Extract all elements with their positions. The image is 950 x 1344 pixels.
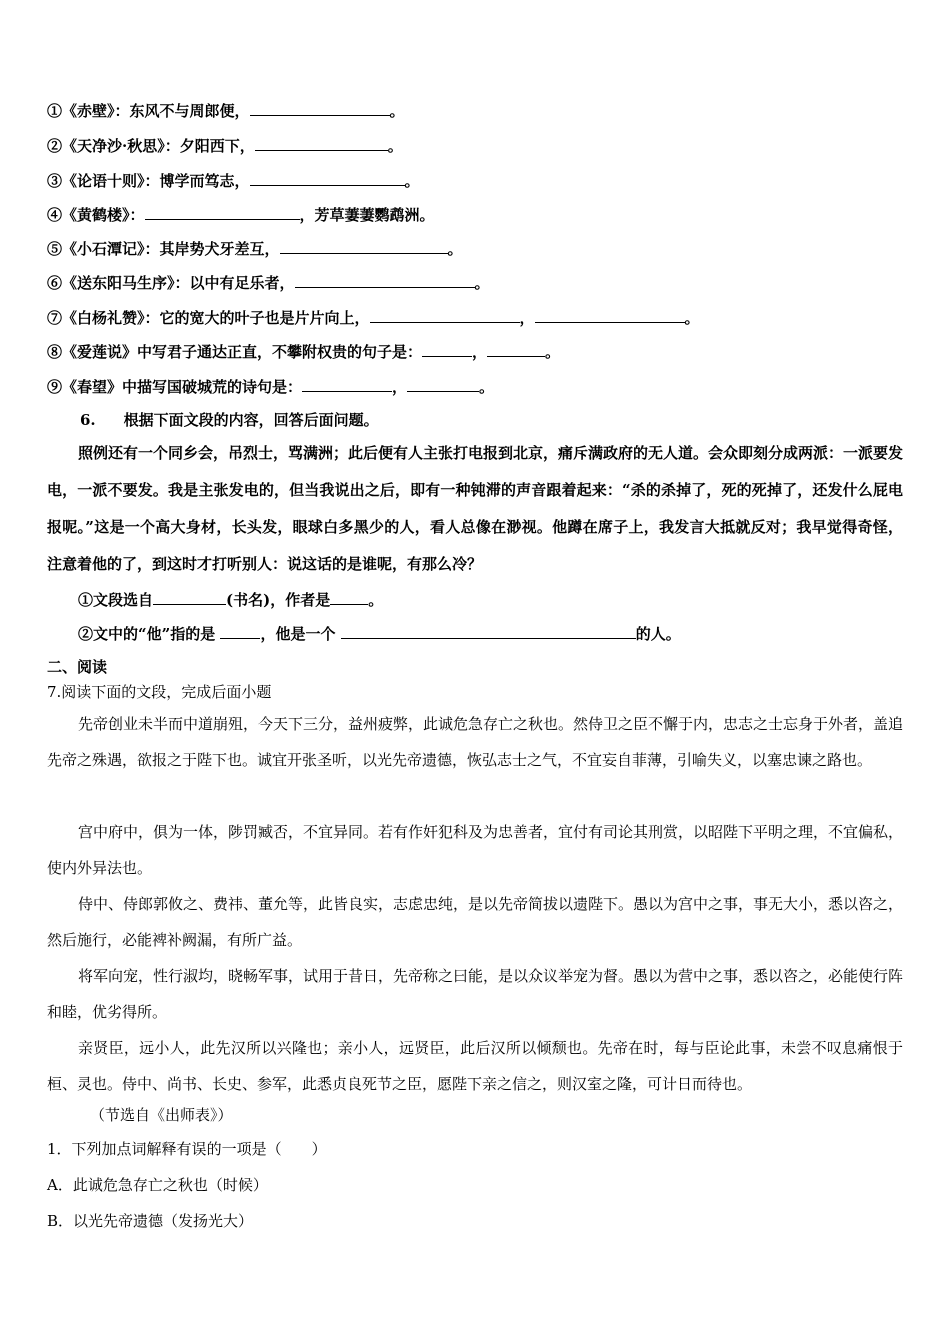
answer-blank[interactable] xyxy=(302,377,392,392)
q7-option-a[interactable]: A．此诚危急存亡之秋也（时候） xyxy=(47,1176,268,1194)
answer-blank[interactable] xyxy=(330,590,368,605)
q6-sub2-end: 的人。 xyxy=(635,625,681,643)
q5-item-3-text: ③《论语十则》：博学而笃志， xyxy=(47,172,250,190)
q7-paragraph-1: 先帝创业未半而中道崩殂，今天下三分，益州疲弊，此诚危急存亡之秋也。然侍卫之臣不懈于内，忠志之士忘身于外者，盖追先帝之殊遇，欲报之于陛下也。诚宜开张圣听，以光先帝遗德，恢弘志士之气，不宜妄自菲薄，引喻失义，以塞忠谏之路也。 xyxy=(47,715,904,769)
q5-item-7 xyxy=(47,308,700,328)
q6-sub1 xyxy=(78,590,383,610)
answer-blank[interactable] xyxy=(250,171,405,186)
q6-sub2 xyxy=(78,624,681,644)
answer-blank[interactable] xyxy=(370,308,520,323)
q5-item-2-end: 。 xyxy=(387,137,403,155)
q5-item-7-end: 。 xyxy=(684,309,700,327)
answer-blank[interactable] xyxy=(250,101,390,116)
q5-item-5-text: ⑤《小石潭记》：其岸势犬牙差互， xyxy=(47,240,280,258)
answer-blank[interactable] xyxy=(255,136,388,151)
q6-sub2-text: ②文中的“他”指的是 xyxy=(78,625,221,643)
q5-item-7-sep: ， xyxy=(519,309,535,327)
q5-item-1 xyxy=(47,101,405,121)
q7-prompt: 7.阅读下面的文段，完成后面小题 xyxy=(47,683,272,701)
q7-sub1-stem-text: 1．下列加点词解释 xyxy=(47,1140,177,1158)
q6-sub1-end: 。 xyxy=(368,591,384,609)
q5-item-6-text: ⑥《送东阳马生序》：以中有足乐者， xyxy=(47,274,295,292)
q7-sub1-emphasis: 有误 xyxy=(176,1140,207,1158)
q5-item-8-text: ⑧《爱莲说》中写君子通达正直，不攀附权贵的句子是： xyxy=(47,343,423,361)
q5-item-3 xyxy=(47,171,420,191)
q5-item-2 xyxy=(47,136,403,156)
answer-blank[interactable] xyxy=(295,273,475,288)
q7-sub1-stem xyxy=(47,1139,327,1159)
q7-paragraph-5: 亲贤臣，远小人，此先汉所以兴隆也；亲小人，远贤臣，此后汉所以倾颓也。先帝在时，每与臣论此事，未尝不叹息痛恨于桓、灵也。侍中、尚书、长史、参军，此悉贞良死节之臣，愿陛下亲之信之，则汉室之隆，可计日而待也。 xyxy=(47,1039,903,1093)
q6-prompt: 根据下面文段的内容，回答后面问题。 xyxy=(123,411,379,429)
q5-item-2-text: ②《天净沙·秋思》：夕阳西下， xyxy=(47,137,255,155)
answer-blank[interactable] xyxy=(487,342,545,357)
answer-blank[interactable] xyxy=(407,377,479,392)
q7-sub1-stem-end: 的一项是（ ） xyxy=(206,1140,327,1158)
q5-item-9 xyxy=(47,377,494,397)
q7-option-b[interactable]: B．以光先帝遗德（发扬光大） xyxy=(47,1212,254,1230)
answer-blank[interactable] xyxy=(535,308,685,323)
q5-item-8-end: 。 xyxy=(545,343,561,361)
answer-blank[interactable] xyxy=(145,205,300,220)
answer-blank[interactable] xyxy=(422,342,472,357)
answer-blank[interactable] xyxy=(280,239,448,254)
q6-sub2-mid: ，他是一个 xyxy=(260,625,341,643)
q5-item-6 xyxy=(47,273,490,293)
q7-paragraph-2: 宫中府中，俱为一体，陟罚臧否，不宜异同。若有作奸犯科及为忠善者，宜付有司论其刑赏，以昭陛下平明之理，不宜偏私，使内外异法也。 xyxy=(47,823,904,877)
q5-item-9-sep: ， xyxy=(392,378,408,396)
q5-item-1-text: ①《赤壁》：东风不与周郎便， xyxy=(47,102,250,120)
q5-item-8 xyxy=(47,342,560,362)
q6-header xyxy=(80,410,379,430)
q5-item-9-end: 。 xyxy=(479,378,495,396)
q7-source: （节选自《出师表》） xyxy=(90,1106,233,1124)
q5-item-4 xyxy=(47,205,435,225)
q5-item-9-text: ⑨《春望》中描写国破城荒的诗句是： xyxy=(47,378,303,396)
q6-number: 6. xyxy=(80,411,96,429)
q5-item-7-text: ⑦《白杨礼赞》：它的宽大的叶子也是片片向上， xyxy=(47,309,370,327)
q7-paragraph-3: 侍中、侍郎郭攸之、费祎、董允等，此皆良实，志虑忠纯，是以先帝简拔以遗陛下。愚以为宫中之事，事无大小，悉以咨之，然后施行，必能裨补阙漏，有所广益。 xyxy=(47,895,904,949)
answer-blank[interactable] xyxy=(220,624,260,639)
q5-item-4-text: ④《黄鹤楼》： xyxy=(47,206,145,224)
q6-sub1-text: ①文段选自 xyxy=(78,591,154,609)
section-title: 二、阅读 xyxy=(47,658,108,676)
q7-paragraph-4: 将军向宠，性行淑均，晓畅军事，试用于昔日，先帝称之曰能，是以众议举宠为督。愚以为营中之事，悉以咨之，必能使行阵和睦，优劣得所。 xyxy=(47,967,904,1021)
q5-item-8-sep: ， xyxy=(472,343,488,361)
q5-item-5-end: 。 xyxy=(447,240,463,258)
q5-item-1-end: 。 xyxy=(389,102,405,120)
q5-item-6-end: 。 xyxy=(474,274,490,292)
q6-sub1-mid: (书名)，作者是 xyxy=(226,591,331,609)
q5-item-5 xyxy=(47,239,463,259)
q5-item-4-end: ，芳草萋萋鹦鹉洲。 xyxy=(299,206,435,224)
answer-blank[interactable] xyxy=(153,590,226,605)
answer-blank[interactable] xyxy=(341,624,636,639)
q5-item-3-end: 。 xyxy=(404,172,420,190)
q6-passage: 照例还有一个同乡会，吊烈士，骂满洲；此后便有人主张打电报到北京，痛斥满政府的无人道。会众即刻分成两派：一派要发电，一派不要发。我是主张发电的，但当我说出之后，即有一种钝滞的声音跟着起来：“杀的杀掉了，死的死掉了，还发什么屁电报呢。”这是一个高大身材，长头发，眼球白多黑少的人，看人总像在渺视。他蹲在席子上，我发言大抵就反对；我早觉得奇怪，注意着他的了，到这时才打听别人：说这话的是谁呢，有那么冷？ xyxy=(47,444,904,573)
